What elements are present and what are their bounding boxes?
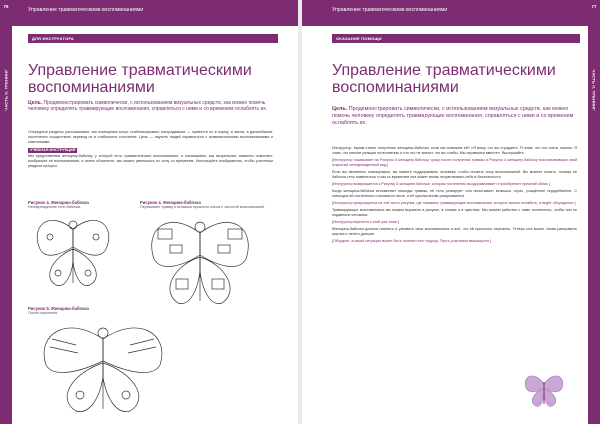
right-side-label: ЧАСТЬ II. ТРЕНИНГ (591, 69, 597, 111)
instruction-tag: УЧЕБНАЯ ИНСТРУКЦИЯ (30, 148, 76, 152)
left-instruction: Мы представляем женщину-бабочку, у которой есть травматические воспоминания, и показываем, как визуальные символы помогают: изобразите её воспоминания, а затем объясните, как можно уменьшать их силу со временем. Используйте изображения, чтобы участники увидели процесс. (28, 154, 273, 168)
right-body (332, 146, 577, 246)
right-page-title: Управление травматическими воспоминаниями (332, 62, 556, 96)
left-header-band (12, 0, 298, 26)
right-side-strip (588, 0, 600, 424)
right-running-head: Управление травматическими воспоминаниями (332, 7, 448, 13)
figure-5-sub: После исцеления. (28, 311, 59, 315)
right-paragraph: [Обсудите, в какой ситуации может быть полезен этот подход. Пусть участники выскажутся.] (332, 239, 492, 243)
left-side-label: ЧАСТЬ II. ТРЕНИНГ (3, 69, 9, 111)
left-page (0, 0, 298, 424)
left-body (28, 130, 273, 171)
left-goal-text: Продемонстрировать символически, с использованием визуальных средств, как можно помочь человеку определять травмирующие воспоминания, справляться с ними и со временем ослаблять их. (28, 100, 268, 113)
left-subheader: ДЛЯ ИНСТРУКТОРА (28, 34, 278, 43)
left-page-number: 76 (3, 4, 9, 9)
butterfly-woman-healed-drawing (28, 315, 178, 415)
left-goal-label: Цель. (28, 100, 43, 106)
butterfly-woman-drawing (28, 209, 118, 291)
right-header-band (302, 0, 588, 26)
right-paragraph: [Инструктор возвращается к Рисунку 5 женщине-бабочке, которая постепенно выздоравливает и приобретает прежний облик.] (332, 182, 550, 186)
right-paragraph: Женщина-бабочка должна помнить и узнавать свои воспоминания и всё, что ей пришлось пережить. Теперь она может снова расправить крылья и лететь дальше. (332, 227, 577, 236)
right-goal-label: Цель. (332, 106, 348, 112)
left-page-title: Управление травматическими воспоминаниями (28, 62, 252, 96)
right-paragraph: [Инструктор фокусируется на той части рисунка, где показаны травмирующие воспоминания, которые можно ослабить, и ведёт обсуждение.] (332, 201, 576, 205)
right-paragraph: Когда женщина-бабочка вспоминает эпизоды травмы, её тело реагирует: она испытывает вспышки, страх, учащённое сердцебиение. С помощью ей постепенно становится легче, и её крылья вновь раскрываются. (332, 189, 577, 198)
right-paragraph: [Инструктор вернется к этой уже теме.] (332, 220, 400, 224)
left-goal (28, 100, 273, 113)
right-paragraph: [Инструктор показывает на Рисунок 5 женщину-бабочку, сразу после получения травмы и Рисунок 4 женщину-бабочку восстановившую свой открытый неповрежденный вид.] (332, 158, 577, 167)
figure-4-sub: Неповрежденное тело бабочки. (28, 205, 81, 209)
right-goal (332, 106, 577, 127)
figure-4b-sub: Переживает травму и вспышки прошлого опыта с частотой воспоминаний. (140, 205, 265, 209)
right-paragraph: Травмирующие воспоминания мы можем выразить в рисунке, в словах и в чувствах. Мы можем работать с ними постепенно, чтобы они не подавляли человека. (332, 208, 577, 217)
left-running-head: Управление травматическими воспоминаниями (28, 7, 144, 13)
figure-4-caption: Рисунок 4. Женщина-бабочка (28, 200, 89, 205)
right-paragraph: Если вы являетесь помощником, вы можете поддерживать человека, чтобы снизить силу воспоминаний. Вы можете понять, почему её бабочка-тело изменилось и как со временем она может вновь почувствовать себя в безопасности. (332, 170, 577, 179)
right-subheader: ОКАЗАНИЕ ПОМОЩИ (332, 34, 580, 43)
figure-5-healed (28, 306, 188, 415)
left-side-strip (0, 0, 12, 424)
right-page (302, 0, 600, 424)
right-goal-text: Продемонстрировать символически, с использованием визуальных средств, как можно помочь человеку определять травмирующие воспоминания, справляться с ними и со временем ослаблять их. (332, 106, 574, 126)
butterfly-woman-trauma-drawing (140, 209, 260, 309)
right-page-number: 77 (591, 4, 597, 9)
figure-4b-caption: Рисунок 4. Женщина-бабочка (140, 200, 201, 205)
left-intro: Очередные разделы рассказывают, как помощники могут стабилизировать пострадавших — привести их в норму, и затем, в дальнейшем, постепенно осуществить перевод их в стабильное состояние. Цель — научить людей справляться с травматическими воспоминаниями и симптомами. (28, 130, 273, 144)
figure-5-caption: Рисунок 5. Женщина-бабочка (28, 306, 89, 311)
right-paragraph: Инструктор. Каким станет получение женщины-бабочки, если мы поможем ей? «Я вижу, что вы страдаете. Я знаю, что это очень тяжело. Я знаю, что многие реакции естественны и что это не значит, что вы слабы. Мы справимся вместе». Выслушайте. (332, 146, 577, 155)
figure-4-unharmed (28, 200, 128, 291)
butterfly-icon (522, 370, 566, 408)
figure-4-trauma (140, 200, 270, 309)
